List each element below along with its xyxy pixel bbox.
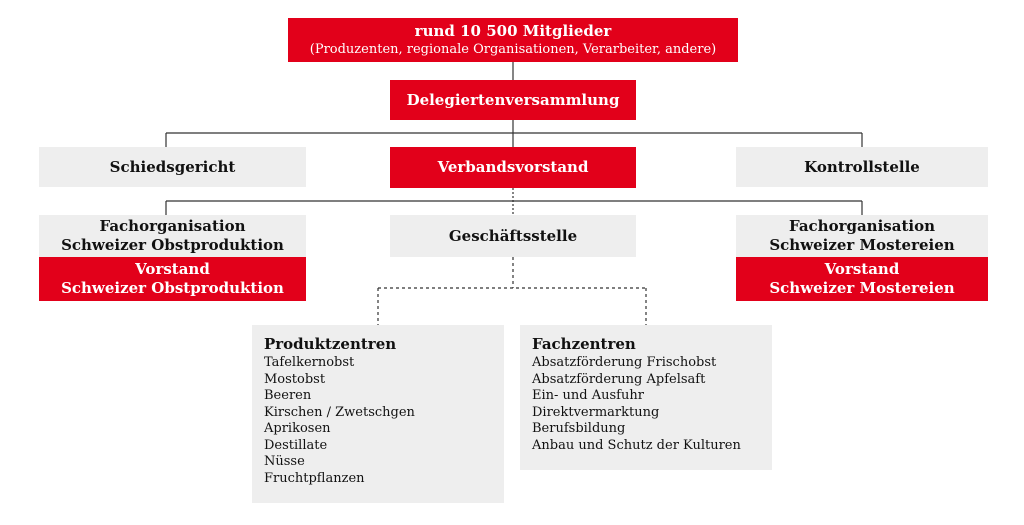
expert-centers-title: Fachzentren: [532, 335, 636, 353]
right-org-board-box: [736, 257, 988, 301]
left-org-box: [39, 215, 306, 257]
left-org-line2: Schweizer Obstproduktion: [61, 236, 284, 254]
list-item: Absatzförderung Frischobst: [532, 355, 717, 370]
members-box: [288, 18, 738, 62]
list-item: Anbau und Schutz der Kulturen: [532, 437, 741, 453]
list-item: Fruchtpflanzen: [264, 470, 365, 486]
list-item: Kirschen / Zwetschgen: [264, 404, 415, 420]
board-box: [390, 147, 636, 188]
list-item: Mostobst: [264, 371, 326, 387]
list-item: Destillate: [264, 437, 328, 453]
arbitration-label: Schiedsgericht: [109, 157, 236, 176]
right-org-board-line1: Vorstand: [824, 260, 900, 278]
product-centers-title: Produktzentren: [264, 335, 397, 353]
assembly-label: Delegiertenversammlung: [406, 90, 620, 109]
left-org-board-line2: Schweizer Obstproduktion: [61, 279, 284, 297]
members-subtitle: (Produzenten, regionale Organisationen, Verarbeiter, andere): [309, 42, 717, 57]
board-label: Verbandsvorstand: [437, 158, 589, 176]
members-title: rund 10 500 Mitglieder: [414, 22, 612, 40]
assembly-box: [390, 80, 636, 120]
office-label: Geschäftsstelle: [448, 226, 578, 245]
list-item: Ein- und Ausfuhr: [532, 388, 644, 403]
control-box: [736, 147, 988, 187]
list-item: Direktvermarktung: [532, 404, 660, 420]
list-item: Tafelkernobst: [264, 355, 355, 370]
left-org-board-box: [39, 257, 306, 301]
left-org-board-line1: Vorstand: [135, 260, 210, 278]
right-org-box: [736, 215, 988, 257]
office-box: [390, 215, 636, 257]
left-org-line1: Fachorganisation: [99, 217, 246, 235]
right-org-line1: Fachorganisation: [788, 217, 935, 235]
product-centers-box: [252, 325, 504, 503]
list-item: Absatzförderung Apfelsaft: [532, 371, 706, 387]
control-label: Kontrollstelle: [804, 157, 920, 176]
right-org-board-line2: Schweizer Mostereien: [769, 279, 955, 297]
expert-centers-box: [520, 325, 772, 470]
list-item: Aprikosen: [264, 421, 331, 436]
list-item: Berufsbildung: [532, 421, 626, 436]
list-item: Beeren: [264, 388, 312, 403]
right-org-line2: Schweizer Mostereien: [769, 236, 955, 254]
arbitration-box: [39, 147, 306, 187]
list-item: Nüsse: [264, 454, 305, 469]
